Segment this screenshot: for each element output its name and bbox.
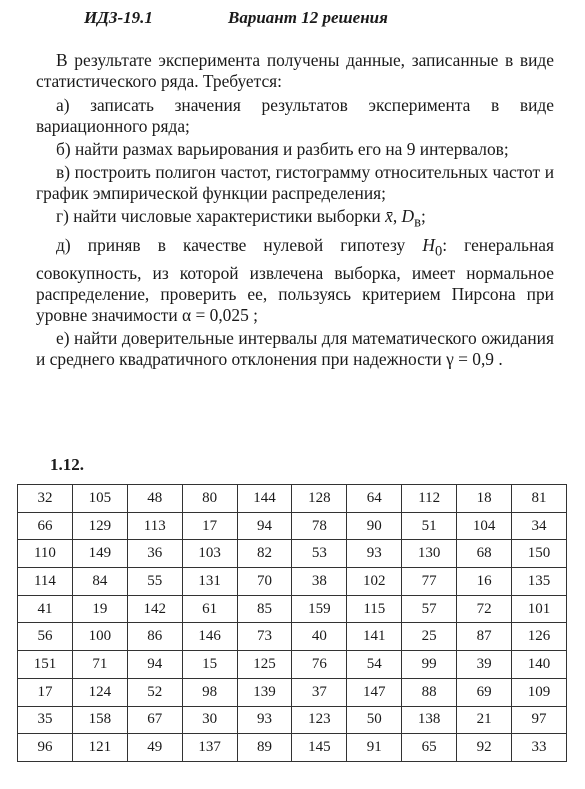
table-row — [18, 706, 567, 734]
table-cell: 70 — [237, 568, 292, 596]
problem-statement — [36, 50, 554, 372]
table-cell: 138 — [402, 706, 457, 734]
table-cell: 33 — [512, 734, 567, 762]
table-row — [18, 651, 567, 679]
table-cell: 52 — [127, 678, 182, 706]
variant-title: Вариант 12 решения — [228, 8, 388, 27]
item-d-end: ; — [420, 206, 426, 226]
table-cell: 113 — [127, 512, 182, 540]
item-e — [36, 235, 554, 325]
item-d-text: г) найти числовые характеристики выборки — [56, 206, 381, 226]
table-row — [18, 485, 567, 513]
item-b: б) найти размах варьирования и разбить его на 9 интервалов; — [56, 139, 509, 159]
table-cell: 88 — [402, 678, 457, 706]
table-cell: 68 — [457, 540, 512, 568]
table-cell: 128 — [292, 485, 347, 513]
table-cell: 87 — [457, 623, 512, 651]
table-cell: 115 — [347, 595, 402, 623]
table-cell: 150 — [512, 540, 567, 568]
table-cell: 100 — [72, 623, 127, 651]
table-cell: 129 — [72, 512, 127, 540]
table-cell: 135 — [512, 568, 567, 596]
table-cell: 102 — [347, 568, 402, 596]
table-cell: 51 — [402, 512, 457, 540]
table-cell: 34 — [512, 512, 567, 540]
table-cell: 64 — [347, 485, 402, 513]
table-cell: 139 — [237, 678, 292, 706]
hypothesis-subscript: 0 — [434, 243, 443, 260]
table-cell: 49 — [127, 734, 182, 762]
table-cell: 149 — [72, 540, 127, 568]
table-row — [18, 512, 567, 540]
table-cell: 16 — [457, 568, 512, 596]
table-cell: 92 — [457, 734, 512, 762]
table-cell: 78 — [292, 512, 347, 540]
table-cell: 159 — [292, 595, 347, 623]
table-cell: 91 — [347, 734, 402, 762]
table-cell: 17 — [182, 512, 237, 540]
table-cell: 30 — [182, 706, 237, 734]
item-d-separator: , — [392, 206, 402, 226]
table-row — [18, 734, 567, 762]
table-cell: 101 — [512, 595, 567, 623]
table-cell: 121 — [72, 734, 127, 762]
table-cell: 94 — [237, 512, 292, 540]
item-e-text: д) приняв в качестве нулевой гипотезу — [56, 235, 406, 256]
table-cell: 50 — [347, 706, 402, 734]
table-cell: 32 — [18, 485, 73, 513]
table-cell: 56 — [18, 623, 73, 651]
table-cell: 57 — [402, 595, 457, 623]
table-cell: 39 — [457, 651, 512, 679]
x-bar-symbol: x̄ — [385, 206, 393, 226]
table-cell: 73 — [237, 623, 292, 651]
table-cell: 84 — [72, 568, 127, 596]
table-cell: 19 — [72, 595, 127, 623]
task-number: 1.12. — [50, 455, 84, 474]
table-cell: 37 — [292, 678, 347, 706]
table-cell: 146 — [182, 623, 237, 651]
table-cell: 71 — [72, 651, 127, 679]
table-cell: 145 — [292, 734, 347, 762]
item-f: е) найти доверительные интервалы для математического ожидания и среднего квадратичного отклонения при надежности γ = 0,9 . — [36, 327, 554, 369]
table-cell: 140 — [512, 651, 567, 679]
item-d — [36, 206, 554, 233]
table-cell: 104 — [457, 512, 512, 540]
statistical-series-table — [17, 484, 567, 762]
table-cell: 110 — [18, 540, 73, 568]
table-cell: 97 — [512, 706, 567, 734]
table-cell: 41 — [18, 595, 73, 623]
table-cell: 86 — [127, 623, 182, 651]
item-c: в) построить полигон частот, гистограмму относительных частот и график эмпирической функции распределения; — [36, 162, 554, 203]
table-cell: 90 — [347, 512, 402, 540]
table-row — [18, 568, 567, 596]
table-cell: 36 — [127, 540, 182, 568]
problem-intro: В результате эксперимента получены данные, записанные в виде статистического ряда. Требуется: — [36, 50, 554, 91]
table-cell: 35 — [18, 706, 73, 734]
table-row — [18, 678, 567, 706]
table-cell: 137 — [182, 734, 237, 762]
table-cell: 123 — [292, 706, 347, 734]
table-cell: 99 — [402, 651, 457, 679]
table-cell: 124 — [72, 678, 127, 706]
table-cell: 18 — [457, 485, 512, 513]
table-cell: 144 — [237, 485, 292, 513]
table-cell: 94 — [127, 651, 182, 679]
table-cell: 55 — [127, 568, 182, 596]
table-cell: 66 — [18, 512, 73, 540]
table-cell: 85 — [237, 595, 292, 623]
table-row — [18, 623, 567, 651]
table-cell: 67 — [127, 706, 182, 734]
table-cell: 109 — [512, 678, 567, 706]
table-row — [18, 595, 567, 623]
variance-subscript: в — [414, 214, 421, 231]
table-cell: 158 — [72, 706, 127, 734]
table-cell: 80 — [182, 485, 237, 513]
item-e-rest: : генеральная совокупность, из которой извлечена выборка, имеет нормальное распределение, проверить ее, пользуясь критерием Пирсона при уровне значимости α = 0,025 ; — [36, 235, 555, 325]
table-cell: 105 — [72, 485, 127, 513]
table-cell: 151 — [18, 651, 73, 679]
item-a: а) записать значения результатов эксперимента в виде вариационного ряда; — [36, 95, 554, 136]
table-cell: 25 — [402, 623, 457, 651]
table-cell: 125 — [237, 651, 292, 679]
table-cell: 54 — [347, 651, 402, 679]
table-cell: 103 — [182, 540, 237, 568]
table-cell: 76 — [292, 651, 347, 679]
table-cell: 21 — [457, 706, 512, 734]
table-cell: 65 — [402, 734, 457, 762]
table-cell: 130 — [402, 540, 457, 568]
table-cell: 98 — [182, 678, 237, 706]
table-cell: 93 — [347, 540, 402, 568]
table-cell: 40 — [292, 623, 347, 651]
table-cell: 77 — [402, 568, 457, 596]
table-cell: 17 — [18, 678, 73, 706]
table-cell: 15 — [182, 651, 237, 679]
table-cell: 72 — [457, 595, 512, 623]
variance-symbol: D — [401, 206, 415, 226]
table-cell: 147 — [347, 678, 402, 706]
table-cell: 112 — [402, 485, 457, 513]
hypothesis-symbol: H — [422, 235, 435, 256]
table-cell: 69 — [457, 678, 512, 706]
table-cell: 38 — [292, 568, 347, 596]
page-header — [84, 8, 524, 32]
table-cell: 141 — [347, 623, 402, 651]
table-cell: 96 — [18, 734, 73, 762]
assignment-code: ИДЗ-19.1 — [84, 8, 153, 27]
table-cell: 131 — [182, 568, 237, 596]
table-cell: 82 — [237, 540, 292, 568]
table-cell: 126 — [512, 623, 567, 651]
table-cell: 142 — [127, 595, 182, 623]
table-body — [18, 485, 567, 762]
table-cell: 53 — [292, 540, 347, 568]
table-cell: 114 — [18, 568, 73, 596]
table-cell: 48 — [127, 485, 182, 513]
table-row — [18, 540, 567, 568]
table-cell: 89 — [237, 734, 292, 762]
table-cell: 93 — [237, 706, 292, 734]
table-cell: 81 — [512, 485, 567, 513]
table-cell: 61 — [182, 595, 237, 623]
